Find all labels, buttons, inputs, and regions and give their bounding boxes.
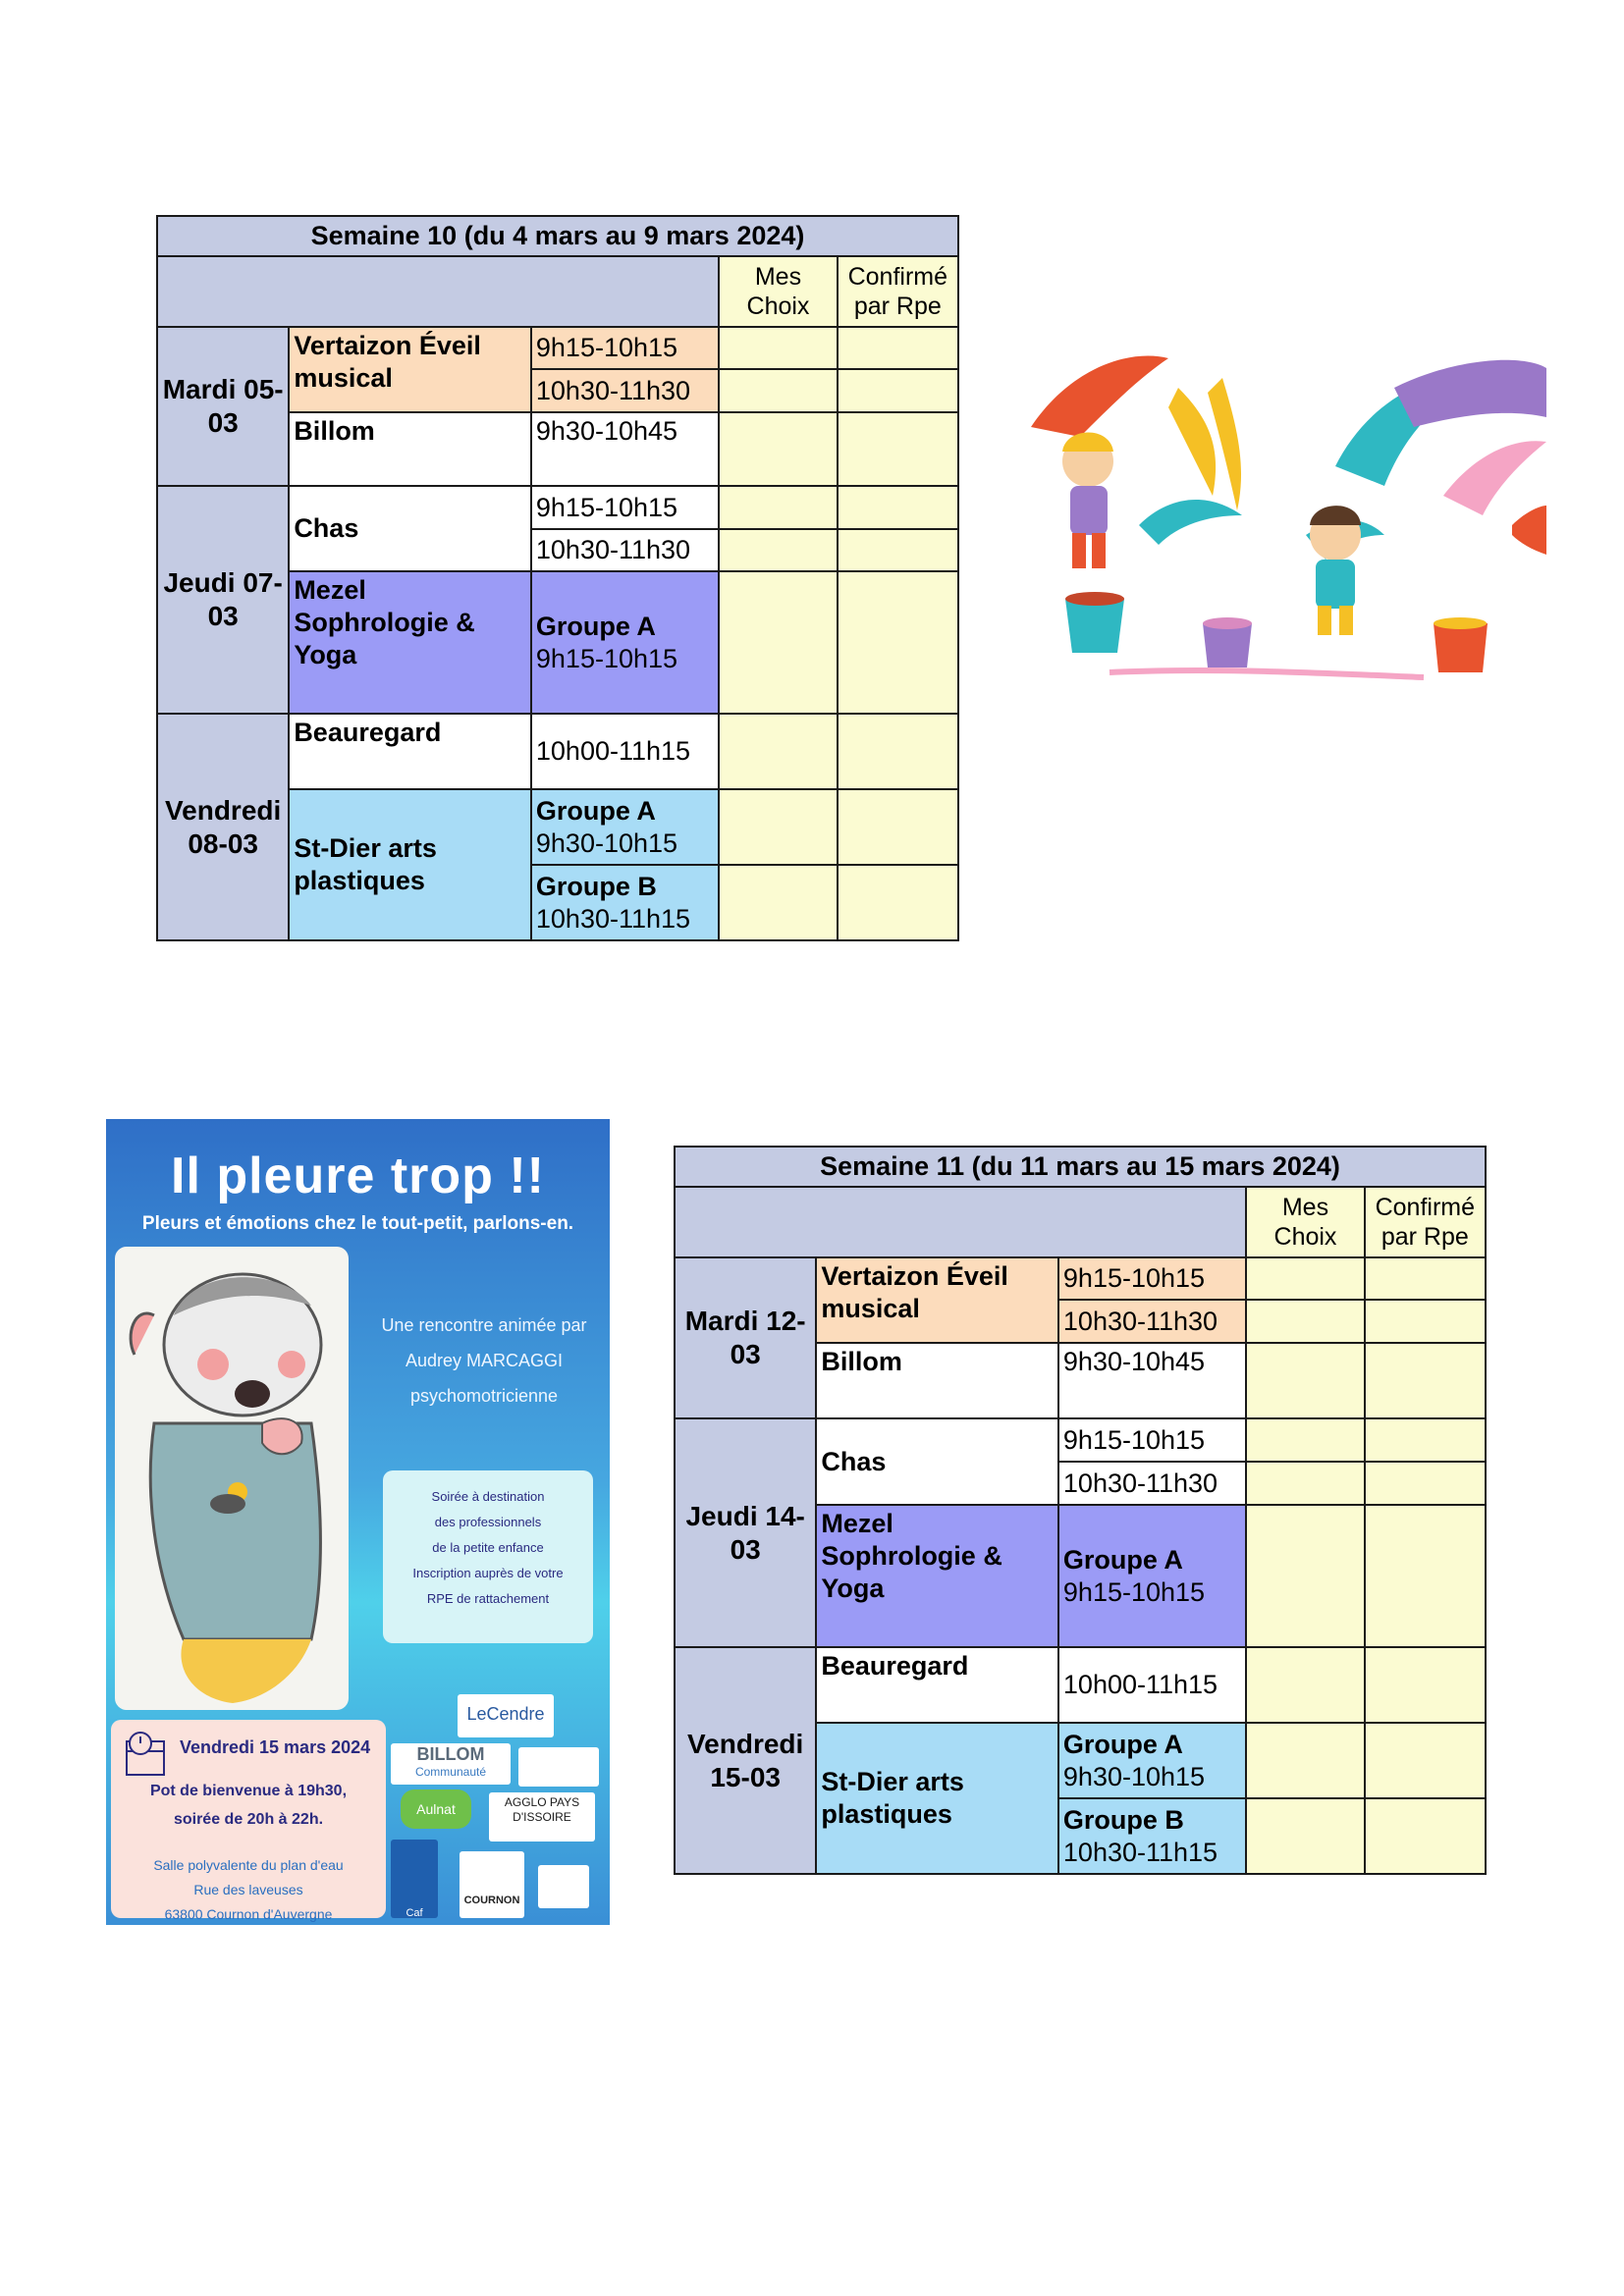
choice-cell[interactable]: [719, 789, 837, 865]
logo-cournon: COURNON: [460, 1851, 524, 1918]
col-mes-choix: Mes Choix: [1246, 1187, 1364, 1257]
choice-cell[interactable]: [719, 529, 837, 571]
choice-cell[interactable]: [1246, 1798, 1364, 1874]
time-slot: 9h30-10h45: [1058, 1343, 1246, 1418]
choice-cell[interactable]: [719, 865, 837, 940]
info-box: [383, 1470, 593, 1643]
logo-billom-text: BILLOM: [416, 1744, 485, 1764]
group-label: Groupe B: [1062, 1804, 1184, 1835]
time-line: soirée de 20h à 22h.: [173, 1811, 324, 1828]
place-billom: Billom: [289, 412, 531, 486]
confirm-cell[interactable]: [1365, 1300, 1486, 1343]
poster-title: Il pleure trop !!: [171, 1148, 545, 1204]
info-line: Soirée à destination: [431, 1489, 545, 1504]
logo-partner: [518, 1747, 599, 1787]
time-slot: 10h30-11h30: [531, 369, 719, 412]
day-jeudi: Jeudi 07-03: [157, 486, 289, 714]
confirm-cell[interactable]: [1365, 1418, 1486, 1462]
confirm-cell[interactable]: [838, 789, 958, 865]
week11-schedule-table: [674, 1146, 1487, 1875]
logo-aulnat: Aulnat: [401, 1789, 471, 1829]
event-date: Vendredi 15 mars 2024: [180, 1737, 371, 1757]
choice-cell[interactable]: [719, 571, 837, 714]
time-slot: 9h30-10h15: [1062, 1761, 1206, 1791]
crying-baby-illustration: [115, 1247, 349, 1710]
presenter-name: Audrey MARCAGGI: [405, 1351, 564, 1370]
group-cell: [1058, 1505, 1246, 1647]
logo-caf: Caf: [391, 1840, 438, 1918]
day-vendredi: Vendredi 08-03: [157, 714, 289, 940]
time-slot: 10h30-11h30: [1058, 1300, 1246, 1343]
confirm-cell[interactable]: [838, 529, 958, 571]
info-line: Inscription auprès de votre: [412, 1566, 564, 1580]
choice-cell[interactable]: [1246, 1343, 1364, 1418]
group-label: Groupe A: [1062, 1544, 1183, 1575]
info-line: RPE de rattachement: [426, 1591, 550, 1606]
time-slot: 9h15-10h15: [1058, 1257, 1246, 1300]
info-line: de la petite enfance: [432, 1540, 544, 1555]
choice-cell[interactable]: [719, 369, 837, 412]
confirm-cell[interactable]: [1365, 1505, 1486, 1647]
confirm-cell[interactable]: [1365, 1723, 1486, 1798]
place-line: 63800 Cournon d'Auvergne: [164, 1906, 333, 1922]
place-stdier: St-Dier arts plastiques: [289, 789, 531, 940]
place-mezel: Mezel Sophrologie & Yoga: [289, 571, 531, 714]
event-poster: [106, 1119, 610, 1925]
poster-subtitle: Pleurs et émotions chez le tout-petit, parlons-en.: [141, 1213, 574, 1234]
logo-small: [538, 1865, 589, 1908]
col-confirme: Confirmé par Rpe: [1365, 1187, 1486, 1257]
presenter-block: [371, 1308, 597, 1414]
logo-lecendre: LeCendre: [458, 1694, 554, 1737]
confirm-cell[interactable]: [838, 327, 958, 369]
confirm-cell[interactable]: [838, 714, 958, 789]
crying-baby-icon: [115, 1247, 349, 1710]
confirm-cell[interactable]: [1365, 1257, 1486, 1300]
time-slot: 9h15-10h15: [531, 327, 719, 369]
choice-cell[interactable]: [1246, 1647, 1364, 1723]
group-label: Groupe A: [535, 795, 656, 826]
time-slot: 10h30-11h30: [1058, 1462, 1246, 1505]
confirm-cell[interactable]: [838, 369, 958, 412]
confirm-cell[interactable]: [838, 486, 958, 529]
week11-title: Semaine 11 (du 11 mars au 15 mars 2024): [675, 1147, 1486, 1187]
confirm-cell[interactable]: [1365, 1798, 1486, 1874]
time-slot: 10h30-11h30: [531, 529, 719, 571]
col-confirme: Confirmé par Rpe: [838, 256, 958, 327]
place-stdier: St-Dier arts plastiques: [816, 1723, 1058, 1874]
day-vendredi: Vendredi 15-03: [675, 1647, 816, 1874]
choice-cell[interactable]: [1246, 1257, 1364, 1300]
day-mardi: Mardi 05-03: [157, 327, 289, 486]
group-label: Groupe B: [535, 871, 657, 901]
choice-cell[interactable]: [1246, 1505, 1364, 1647]
time-slot: 9h30-10h45: [531, 412, 719, 486]
time-slot: 10h00-11h15: [1058, 1647, 1246, 1723]
place-vertaizon: Vertaizon Éveil musical: [816, 1257, 1058, 1343]
confirm-cell[interactable]: [1365, 1647, 1486, 1723]
kids-painting-illustration: [1011, 348, 1546, 697]
place-billom: Billom: [816, 1343, 1058, 1418]
group-cell: [531, 571, 719, 714]
place-chas: Chas: [289, 486, 531, 571]
header-blank: [157, 256, 719, 327]
place-mezel: Mezel Sophrologie & Yoga: [816, 1505, 1058, 1647]
time-slot: 10h00-11h15: [531, 714, 719, 789]
confirm-cell[interactable]: [838, 571, 958, 714]
week10-schedule-table: [156, 215, 959, 941]
choice-cell[interactable]: [719, 327, 837, 369]
col-mes-choix: Mes Choix: [719, 256, 837, 327]
group-cell: [1058, 1798, 1246, 1874]
group-cell: [531, 865, 719, 940]
logo-billom-sub: Communauté: [414, 1765, 487, 1779]
week10-title: Semaine 10 (du 4 mars au 9 mars 2024): [157, 216, 958, 256]
calendar-clock-icon: [123, 1730, 172, 1779]
header-blank: [675, 1187, 1246, 1257]
event-times: [111, 1777, 386, 1834]
place-chas: Chas: [816, 1418, 1058, 1505]
choice-cell[interactable]: [1246, 1418, 1364, 1462]
day-jeudi: Jeudi 14-03: [675, 1418, 816, 1647]
place-beauregard: Beauregard: [816, 1647, 1058, 1723]
choice-cell[interactable]: [719, 412, 837, 486]
event-details-box: [111, 1720, 386, 1922]
confirm-cell[interactable]: [838, 412, 958, 486]
group-cell: [1058, 1723, 1246, 1798]
group-label: Groupe A: [1062, 1729, 1183, 1759]
confirm-cell[interactable]: [838, 865, 958, 940]
place-vertaizon: Vertaizon Éveil musical: [289, 327, 531, 412]
day-mardi: Mardi 12-03: [675, 1257, 816, 1418]
info-line: des professionnels: [434, 1515, 542, 1529]
presenter-role: psychomotricienne: [409, 1386, 559, 1406]
time-slot: 10h30-11h15: [1062, 1837, 1218, 1867]
time-slot: 9h15-10h15: [531, 486, 719, 529]
choice-cell[interactable]: [1246, 1723, 1364, 1798]
event-place: [111, 1853, 386, 1925]
choice-cell[interactable]: [1246, 1462, 1364, 1505]
place-line: Rue des laveuses: [193, 1882, 303, 1897]
place-beauregard: Beauregard: [289, 714, 531, 789]
choice-cell[interactable]: [719, 486, 837, 529]
logo-billom: [391, 1743, 511, 1785]
presenter-line: Une rencontre animée par: [381, 1315, 587, 1335]
confirm-cell[interactable]: [1365, 1462, 1486, 1505]
time-slot: 9h30-10h15: [535, 828, 678, 858]
time-slot: 10h30-11h15: [535, 903, 691, 934]
choice-cell[interactable]: [1246, 1300, 1364, 1343]
time-slot: 9h15-10h15: [1062, 1576, 1206, 1607]
time-line: Pot de bienvenue à 19h30,: [149, 1783, 348, 1799]
group-cell: [531, 789, 719, 865]
time-slot: 9h15-10h15: [535, 643, 678, 673]
logo-agglo: AGGLO PAYS D'ISSOIRE: [489, 1792, 595, 1842]
choice-cell[interactable]: [719, 714, 837, 789]
group-label: Groupe A: [535, 611, 656, 641]
place-line: Salle polyvalente du plan d'eau: [153, 1857, 344, 1873]
confirm-cell[interactable]: [1365, 1343, 1486, 1418]
time-slot: 9h15-10h15: [1058, 1418, 1246, 1462]
